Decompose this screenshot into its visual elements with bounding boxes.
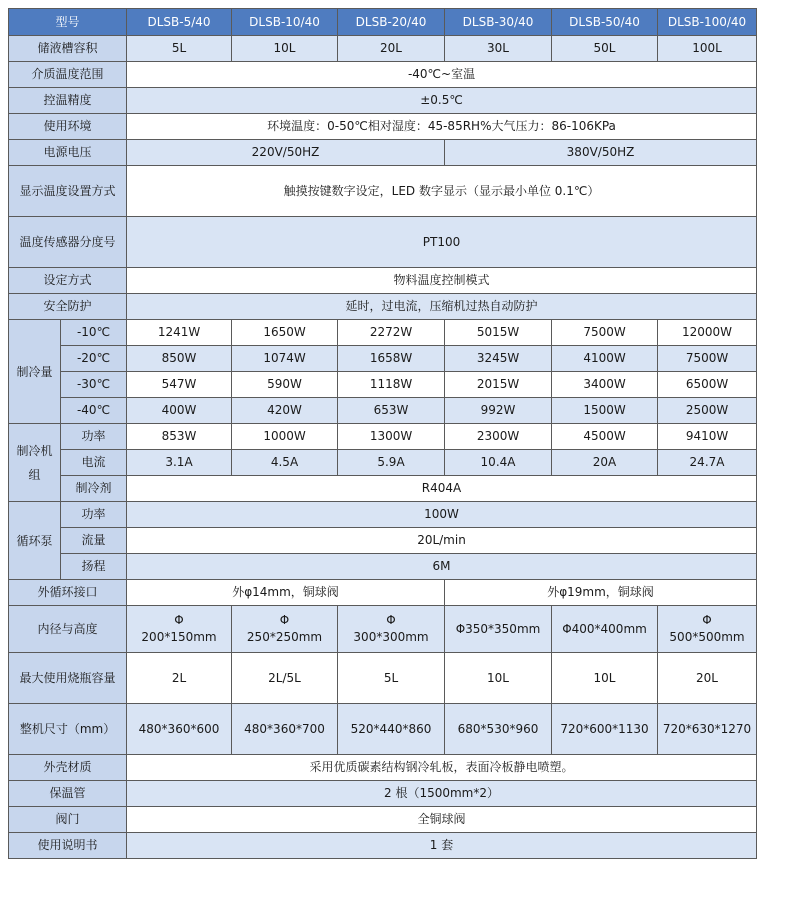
unit-sub-label: 功率 — [61, 424, 127, 450]
dimensions-cell: 680*530*960 — [445, 704, 552, 755]
cooling-temp: -40℃ — [61, 398, 127, 424]
inner-size: 500*500mm — [669, 630, 745, 644]
cooling-cell: 7500W — [658, 346, 757, 372]
cooling-temp: -20℃ — [61, 346, 127, 372]
display-row — [9, 166, 757, 217]
unit-current-cell: 3.1A — [127, 450, 232, 476]
unit-power-cell: 1300W — [338, 424, 445, 450]
row-label: 设定方式 — [9, 268, 127, 294]
cooling-cell: 590W — [232, 372, 338, 398]
capacity-cell: 10L — [232, 36, 338, 62]
cooling-cell: 1658W — [338, 346, 445, 372]
pump-flow-value: 20L/min — [127, 528, 757, 554]
safety-value: 延时，过电流，压缩机过热自动防护 — [127, 294, 757, 320]
shell-row — [9, 755, 757, 781]
unit-power-cell: 9410W — [658, 424, 757, 450]
manual-row — [9, 833, 757, 859]
dimensions-cell: 480*360*600 — [127, 704, 232, 755]
hose-value: 2 根（1500mm*2） — [127, 781, 757, 807]
capacity-cell: 20L — [338, 36, 445, 62]
cooling-cell: 2015W — [445, 372, 552, 398]
valve-row — [9, 807, 757, 833]
inner-size: 200*150mm — [141, 630, 217, 644]
cooling-cell: 5015W — [445, 320, 552, 346]
interface-value-a: 外φ14mm，铜球阀 — [127, 580, 445, 606]
row-label: 外壳材质 — [9, 755, 127, 781]
cooling-cell: 7500W — [552, 320, 658, 346]
temp-range-row — [9, 62, 757, 88]
cooling-row — [9, 372, 757, 398]
dimensions-cell: 520*440*860 — [338, 704, 445, 755]
model-header: DLSB-5/40 — [127, 9, 232, 36]
cooling-cell: 653W — [338, 398, 445, 424]
inner-cell — [127, 606, 232, 653]
pump-power-row — [9, 502, 757, 528]
power-supply-value-b: 380V/50HZ — [445, 140, 757, 166]
row-label: 使用说明书 — [9, 833, 127, 859]
inner-size: 300*300mm — [353, 630, 429, 644]
temp-range-value: -40℃~室温 — [127, 62, 757, 88]
dimensions-cell: 480*360*700 — [232, 704, 338, 755]
model-header: DLSB-10/40 — [232, 9, 338, 36]
inner-size: 250*250mm — [246, 630, 323, 644]
row-label: 外循环接口 — [9, 580, 127, 606]
cooling-cell: 1650W — [232, 320, 338, 346]
spec-table — [8, 8, 757, 859]
unit-sub-label: 制冷剂 — [61, 476, 127, 502]
cooling-row — [9, 346, 757, 372]
valve-value: 全铜球阀 — [127, 807, 757, 833]
model-header: DLSB-100/40 — [658, 9, 757, 36]
cooling-row — [9, 320, 757, 346]
phi-symbol: Φ — [279, 613, 290, 627]
precision-value: ±0.5℃ — [127, 88, 757, 114]
flask-cell: 5L — [338, 653, 445, 704]
flask-row — [9, 653, 757, 704]
cooling-cell: 12000W — [658, 320, 757, 346]
safety-row — [9, 294, 757, 320]
interface-value-b: 外φ19mm，铜球阀 — [445, 580, 757, 606]
inner-row — [9, 606, 757, 653]
phi-symbol: Φ — [702, 613, 712, 627]
unit-power-cell: 853W — [127, 424, 232, 450]
setting-row — [9, 268, 757, 294]
cooling-cell: 1241W — [127, 320, 232, 346]
interface-row — [9, 580, 757, 606]
unit-current-cell: 4.5A — [232, 450, 338, 476]
pump-sub-label: 流量 — [61, 528, 127, 554]
unit-power-cell: 4500W — [552, 424, 658, 450]
phi-symbol: Φ — [386, 613, 396, 627]
row-label: 电源电压 — [9, 140, 127, 166]
row-label: 温度传感器分度号 — [9, 217, 127, 268]
pump-head-value: 6M — [127, 554, 757, 580]
cooling-cell: 4100W — [552, 346, 658, 372]
unit-current-cell: 10.4A — [445, 450, 552, 476]
hose-row — [9, 781, 757, 807]
cooling-temp: -10℃ — [61, 320, 127, 346]
manual-value: 1 套 — [127, 833, 757, 859]
inner-cell — [232, 606, 338, 653]
capacity-row — [9, 36, 757, 62]
sensor-value: PT100 — [127, 217, 757, 268]
model-header-label: 型号 — [9, 9, 127, 36]
row-label: 控温精度 — [9, 88, 127, 114]
flask-cell: 20L — [658, 653, 757, 704]
cooling-cell: 400W — [127, 398, 232, 424]
row-label: 安全防护 — [9, 294, 127, 320]
row-label: 阀门 — [9, 807, 127, 833]
unit-group-label: 制冷机组 — [9, 424, 61, 502]
dimensions-cell: 720*600*1130 — [552, 704, 658, 755]
inner-cell — [658, 606, 757, 653]
inner-cell — [445, 606, 552, 653]
inner-size: Φ350*350mm — [455, 621, 541, 636]
cooling-cell: 2500W — [658, 398, 757, 424]
unit-power-row — [9, 424, 757, 450]
refrigerant-value: R404A — [127, 476, 757, 502]
power-supply-value-a: 220V/50HZ — [127, 140, 445, 166]
phi-symbol: Φ — [174, 613, 184, 627]
cooling-cell: 547W — [127, 372, 232, 398]
row-label: 显示温度设置方式 — [9, 166, 127, 217]
cooling-temp: -30℃ — [61, 372, 127, 398]
sensor-row — [9, 217, 757, 268]
cooling-cell: 6500W — [658, 372, 757, 398]
row-label: 保温管 — [9, 781, 127, 807]
display-value: 触摸按键数字设定，LED 数字显示（显示最小单位 0.1℃） — [127, 166, 757, 217]
capacity-cell: 30L — [445, 36, 552, 62]
flask-cell: 10L — [552, 653, 658, 704]
flask-cell: 2L/5L — [232, 653, 338, 704]
unit-refrigerant-row — [9, 476, 757, 502]
model-header: DLSB-50/40 — [552, 9, 658, 36]
row-label: 最大使用烧瓶容量 — [9, 653, 127, 704]
row-label: 储液槽容积 — [9, 36, 127, 62]
inner-cell — [552, 606, 658, 653]
pump-group-label: 循环泵 — [9, 502, 61, 580]
unit-current-cell: 20A — [552, 450, 658, 476]
row-label: 介质温度范围 — [9, 62, 127, 88]
environment-value: 环境温度：0-50℃相对湿度：45-85RH%大气压力：86-106KPa — [127, 114, 757, 140]
cooling-cell: 3245W — [445, 346, 552, 372]
row-label: 整机尺寸（mm） — [9, 704, 127, 755]
pump-sub-label: 扬程 — [61, 554, 127, 580]
dimensions-cell: 720*630*1270 — [658, 704, 757, 755]
inner-cell — [338, 606, 445, 653]
setting-value: 物料温度控制模式 — [127, 268, 757, 294]
unit-current-cell: 5.9A — [338, 450, 445, 476]
pump-power-value: 100W — [127, 502, 757, 528]
pump-flow-row — [9, 528, 757, 554]
header-row — [9, 9, 757, 36]
unit-sub-label: 电流 — [61, 450, 127, 476]
power-supply-row — [9, 140, 757, 166]
dimensions-row — [9, 704, 757, 755]
row-label: 内径与高度 — [9, 606, 127, 653]
unit-power-cell: 1000W — [232, 424, 338, 450]
flask-cell: 10L — [445, 653, 552, 704]
capacity-cell: 5L — [127, 36, 232, 62]
precision-row — [9, 88, 757, 114]
pump-head-row — [9, 554, 757, 580]
model-header: DLSB-30/40 — [445, 9, 552, 36]
environment-row — [9, 114, 757, 140]
cooling-group-label: 制冷量 — [9, 320, 61, 424]
flask-cell: 2L — [127, 653, 232, 704]
unit-current-cell: 24.7A — [658, 450, 757, 476]
capacity-cell: 100L — [658, 36, 757, 62]
model-header: DLSB-20/40 — [338, 9, 445, 36]
unit-power-cell: 2300W — [445, 424, 552, 450]
shell-value: 采用优质碳素结构钢冷轧板，表面冷板静电喷塑。 — [127, 755, 757, 781]
capacity-cell: 50L — [552, 36, 658, 62]
cooling-cell: 420W — [232, 398, 338, 424]
row-label: 使用环境 — [9, 114, 127, 140]
cooling-cell: 3400W — [552, 372, 658, 398]
cooling-cell: 850W — [127, 346, 232, 372]
cooling-cell: 2272W — [338, 320, 445, 346]
cooling-cell: 1118W — [338, 372, 445, 398]
pump-sub-label: 功率 — [61, 502, 127, 528]
cooling-cell: 992W — [445, 398, 552, 424]
cooling-cell: 1500W — [552, 398, 658, 424]
inner-size: Φ400*400mm — [562, 621, 647, 636]
unit-current-row — [9, 450, 757, 476]
cooling-row — [9, 398, 757, 424]
cooling-cell: 1074W — [232, 346, 338, 372]
